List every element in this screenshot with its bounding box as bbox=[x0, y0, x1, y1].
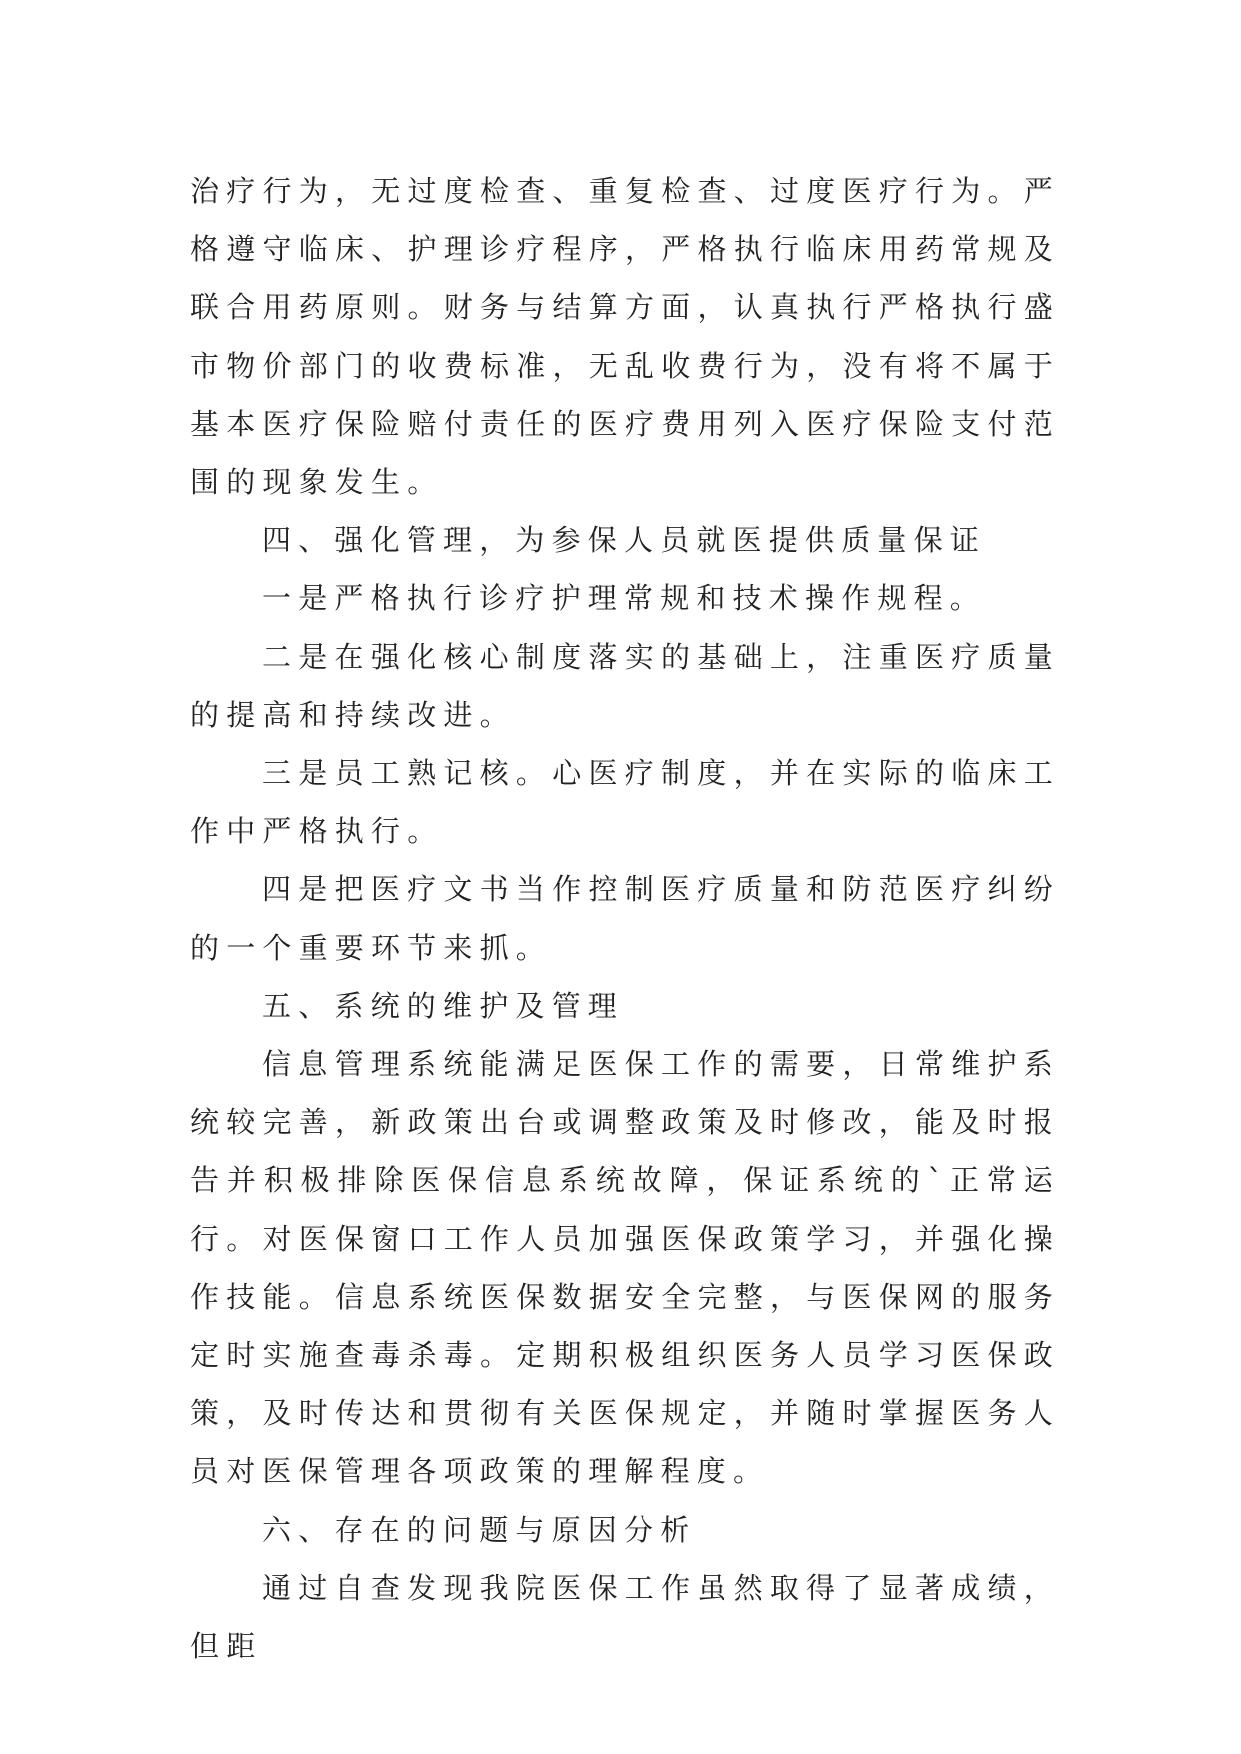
list-item-3: 三是员工熟记核。心医疗制度，并在实际的临床工作中严格执行。 bbox=[190, 756, 1060, 849]
paragraph-system-maintenance: 信息管理系统能满足医保工作的需要，日常维护系统较完善，新政策出台或调整政策及时修改，能及时报告并积极排除医保信息系统故障，保证系统的`正常运行。对医保窗口工作人员加强医保政策学习，并强化操作技能。信息系统医保数据安全完整，与医保网的服务定时实施查毒杀毒。定期积极组织医务人员学习医保政策，及时传达和贯彻有关医保规定，并随时掌握医务人员对医保管理各项政策的理解程度。 bbox=[190, 1047, 1060, 1489]
list-item-1: 一是严格执行诊疗护理常规和技术操作规程。 bbox=[262, 581, 987, 616]
paragraph-problems: 通过自查发现我院医保工作虽然取得了显著成绩，但距 bbox=[190, 1570, 1060, 1664]
document-body bbox=[190, 162, 1060, 1675]
section-heading-4: 四、强化管理，为参保人员就医提供质量保证 bbox=[262, 523, 987, 558]
list-item-2: 二是在强化核心制度落实的基础上，注重医疗质量的提高和持续改进。 bbox=[190, 639, 1060, 732]
section-heading-6: 六、存在的问题与原因分析 bbox=[262, 1512, 697, 1547]
list-item-4: 四是把医疗文书当作控制医疗质量和防范医疗纠纷的一个重要环节来抓。 bbox=[190, 872, 1060, 965]
section-heading-5: 五、系统的维护及管理 bbox=[262, 988, 625, 1023]
paragraph-continuation: 治疗行为，无过度检查、重复检查、过度医疗行为。严格遵守临床、护理诊疗程序，严格执行临床用药常规及联合用药原则。财务与结算方面，认真执行严格执行盛市物价部门的收费标准，无乱收费行为，没有将不属于基本医疗保险赔付责任的医疗费用列入医疗保险支付范围的现象发生。 bbox=[190, 174, 1060, 500]
